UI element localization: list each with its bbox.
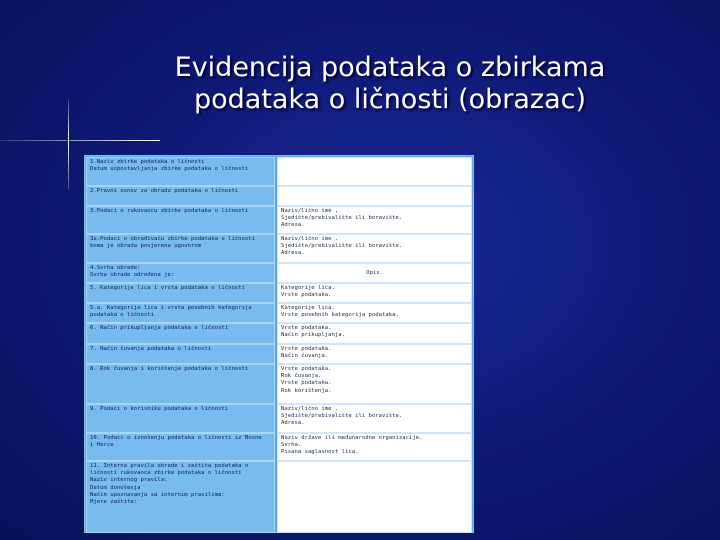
- table-row: [86, 433, 275, 461]
- row-value: Naziv/lično ime . Sjedište/prebivalište ili boravište. Adresa.: [281, 236, 403, 257]
- form-table: [84, 155, 474, 533]
- table-cell: [277, 433, 472, 461]
- decorative-horizontal-line: [0, 140, 160, 141]
- table-cell: [277, 364, 472, 404]
- table-row: [86, 263, 275, 283]
- row-label: 6. Način prikupljanja podataka o ličnosti: [90, 325, 229, 331]
- table-row: [86, 157, 275, 186]
- row-value: [278, 187, 471, 189]
- row-label: 2.Pravni osnov za obradu podataka o ličnosti: [90, 188, 239, 194]
- table-cell: [277, 404, 472, 433]
- row-value: Vrste podataka. Način čuvanja.: [281, 346, 332, 360]
- row-label: 5.a. Kategorije lica i vrsta posebnih kategorija podataka o ličnosti: [90, 305, 252, 319]
- row-label: 4.Svrha obrade: Svrha obrade određena je:: [90, 265, 175, 279]
- row-label: 10. Podaci o iznošenju podataka o ličnosti iz Bosne i Herce: [90, 435, 262, 449]
- row-label: 11. Interna pravila obrade i zaštita podataka o ličnosti rukovaoca zbirke podataka o ličnosti Naziv internog pravila: Datum donošenja Način upoznavanja sa internim pravilima: Mjere zaštite:: [90, 463, 249, 506]
- row-value: Naziv/lično ime . Sjedište/prebivalište ili boravište. Adresa.: [281, 406, 403, 427]
- table-row: [86, 323, 275, 344]
- table-row: [86, 186, 275, 206]
- table-cell: [277, 234, 472, 263]
- table-cell: [277, 461, 472, 533]
- row-value: Vrste podataka. Način prikupljanja.: [281, 325, 345, 339]
- table-row: [86, 283, 275, 303]
- table-cell: [277, 344, 472, 364]
- row-value: Vrste podataka. Rok čuvanja. Vrste podataka. Rok korištenja.: [281, 366, 332, 394]
- row-label: 9. Podaci o korisniku podataka o ličnosti: [90, 406, 229, 412]
- decorative-vertical-line: [68, 100, 69, 190]
- row-label: 5. Kategorije lica i vrsta podataka o ličnosti: [90, 285, 245, 291]
- table-cell: [277, 283, 472, 303]
- table-cell: [277, 157, 472, 186]
- row-value: Kategorije lica. Vrste podataka.: [281, 285, 335, 299]
- title-line-1: Evidencija podataka o zbirkama: [174, 52, 606, 83]
- table-cell: [277, 186, 472, 206]
- table-row: [86, 206, 275, 234]
- table-cell: [277, 323, 472, 344]
- table-row: [86, 303, 275, 323]
- table-row: [86, 364, 275, 404]
- slide-title: [130, 52, 650, 116]
- row-label: 3a.Podaci o obrađivaču zbirke podataka o ličnosti koma je obrada povjerena ugovorom: [90, 236, 256, 250]
- row-label: 1.Naziv zbirke podataka o ličnosti Datum uspostavljanja zbirke podataka o ličnosti: [90, 159, 249, 173]
- title-line-2: podataka o ličnosti (obrazac): [193, 84, 586, 115]
- table-row: [86, 344, 275, 364]
- table-row: [86, 234, 275, 263]
- row-value: [278, 158, 471, 160]
- row-label: 3.Podaci o rukovaocu zbirke podataka o ličnosti: [90, 208, 249, 214]
- row-value: Opis.: [366, 270, 383, 276]
- row-label: 7. Način čuvanja podataka o ličnosti: [90, 346, 212, 352]
- table-cell: [277, 303, 472, 323]
- row-value: [278, 462, 471, 464]
- table-row: [86, 461, 275, 533]
- row-value: Naziv države ili međunarodne organizacije. Svrha. Pisana saglasnost lica.: [281, 435, 423, 456]
- row-value: Kategorije lica. Vrste posebnih kategorija podataka.: [281, 305, 399, 319]
- table-cell: [277, 263, 472, 283]
- row-value: Naziv/lično ime , Sjedište/prebivalište ili boravište. Adresa.: [281, 208, 403, 229]
- table-cell: [277, 206, 472, 234]
- row-label: 8. Rok čuvanja i korištenja podataka o ličnosti: [90, 366, 249, 372]
- table-row: [86, 404, 275, 433]
